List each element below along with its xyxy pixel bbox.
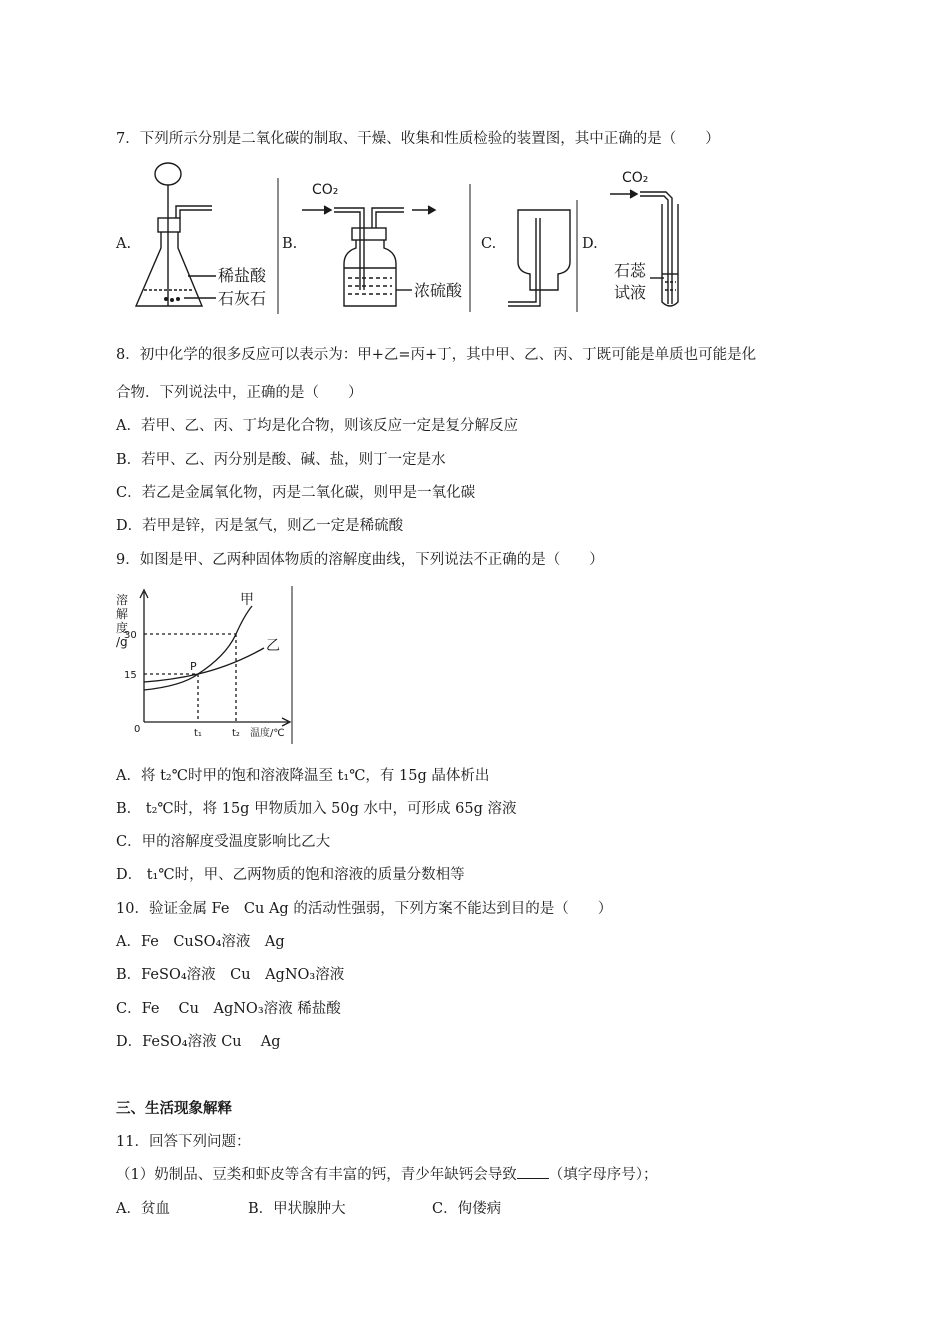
figure-d-gas-label: CO₂ — [622, 170, 649, 186]
figure-c-collection-bottle — [500, 200, 580, 312]
q9-option-a: A．将 t₂℃时甲的饱和溶液降温至 t₁℃，有 15g 晶体析出 — [116, 768, 490, 784]
figure-a-flask-apparatus — [132, 158, 280, 314]
q8-option-d: D．若甲是锌，丙是氢气，则乙一定是稀硫酸 — [116, 518, 404, 534]
figure-d-label-solution: 试液 — [614, 283, 647, 302]
q10-option-d: D．FeSO₄溶液 Cu Ag — [116, 1034, 281, 1050]
figure-b-drying-bottle — [300, 172, 475, 312]
q11-option-a: A．贫血 — [116, 1201, 170, 1217]
q7-option-b-label: B. — [282, 236, 298, 252]
q11-stem: 11．回答下列问题： — [116, 1134, 251, 1150]
y-axis-label-1: 溶 — [116, 593, 129, 607]
x-tick-t1: t₁ — [194, 728, 202, 739]
series-label-jia: 甲 — [240, 592, 254, 608]
q10-option-a: A．Fe CuSO₄溶液 Ag — [116, 934, 285, 950]
figure-d-test-tube — [610, 164, 700, 314]
q7-option-d-label: D. — [582, 236, 598, 252]
y-tick-30: 30 — [124, 630, 137, 641]
q11-part1 — [116, 1163, 657, 1184]
q7-option-a-label: A. — [116, 236, 132, 252]
x-tick-t2: t₂ — [232, 728, 240, 739]
figure-b-gas-label: CO₂ — [312, 182, 339, 198]
q10-option-c: C．Fe Cu AgNO₃溶液 稀盐酸 — [116, 1001, 341, 1017]
figure-a-label-limestone: 石灰石 — [218, 289, 267, 308]
q11-part1-suffix: （填字母序号）； — [548, 1167, 658, 1183]
y-axis-label-4: /g — [116, 635, 128, 649]
q8-option-b: B．若甲、乙、丙分别是酸、碱、盐，则丁一定是水 — [116, 452, 446, 468]
solubility-curve-chart — [112, 586, 294, 744]
q10-option-b: B．FeSO₄溶液 Cu AgNO₃溶液 — [116, 967, 345, 983]
q9-option-c: C．甲的溶解度受温度影响比乙大 — [116, 834, 331, 850]
q9-option-b: B． t₂℃时，将 15g 甲物质加入 50g 水中，可形成 65g 溶液 — [116, 801, 517, 817]
q11-part1-text: （1）奶制品、豆类和虾皮等含有丰富的钙，青少年缺钙会导致 — [116, 1167, 517, 1183]
q8-stem-line1: 8．初中化学的很多反应可以表示为：甲+乙=丙+丁，其中甲、乙、丙、丁既可能是单质也可能是化 — [116, 347, 757, 363]
curve-yi — [144, 648, 264, 682]
q7-option-c-label: C. — [481, 236, 497, 252]
figure-a-label-acid: 稀盐酸 — [218, 266, 267, 285]
figure-d-label-litmus: 石蕊 — [614, 261, 647, 280]
q8-stem-line2: 合物．下列说法中，正确的是（ ） — [116, 385, 363, 401]
y-axis-label-3: 度 — [116, 621, 129, 635]
answer-blank[interactable] — [517, 1166, 549, 1179]
section-heading: 三、生活现象解释 — [116, 1101, 232, 1117]
q8-option-c: C．若乙是金属氧化物，丙是二氧化碳，则甲是一氧化碳 — [116, 485, 476, 501]
q9-stem: 9．如图是甲、乙两种固体物质的溶解度曲线，下列说法不正确的是（ ） — [116, 552, 604, 568]
q8-option-a: A．若甲、乙、丙、丁均是化合物，则该反应一定是复分解反应 — [116, 418, 518, 434]
q7-stem: 7．下列所示分别是二氧化碳的制取、干燥、收集和性质检验的装置图，其中正确的是（ ） — [116, 131, 720, 147]
y-tick-15: 15 — [124, 670, 137, 681]
q11-option-c: C．佝偻病 — [432, 1201, 502, 1217]
q10-stem: 10．验证金属 Fe Cu Ag 的活动性强弱，下列方案不能达到目的是（ ） — [116, 901, 613, 917]
intersection-point-label: P — [190, 660, 197, 673]
x-axis-label: 温度/℃ — [250, 728, 285, 739]
y-axis-label-2: 解 — [116, 607, 129, 621]
q9-option-d: D． t₁℃时，甲、乙两物质的饱和溶液的质量分数相等 — [116, 867, 465, 883]
figure-b-label-acid: 浓硫酸 — [414, 281, 463, 300]
q11-option-b: B．甲状腺肿大 — [248, 1201, 346, 1217]
origin-label: 0 — [134, 724, 141, 735]
series-label-yi: 乙 — [266, 638, 280, 654]
